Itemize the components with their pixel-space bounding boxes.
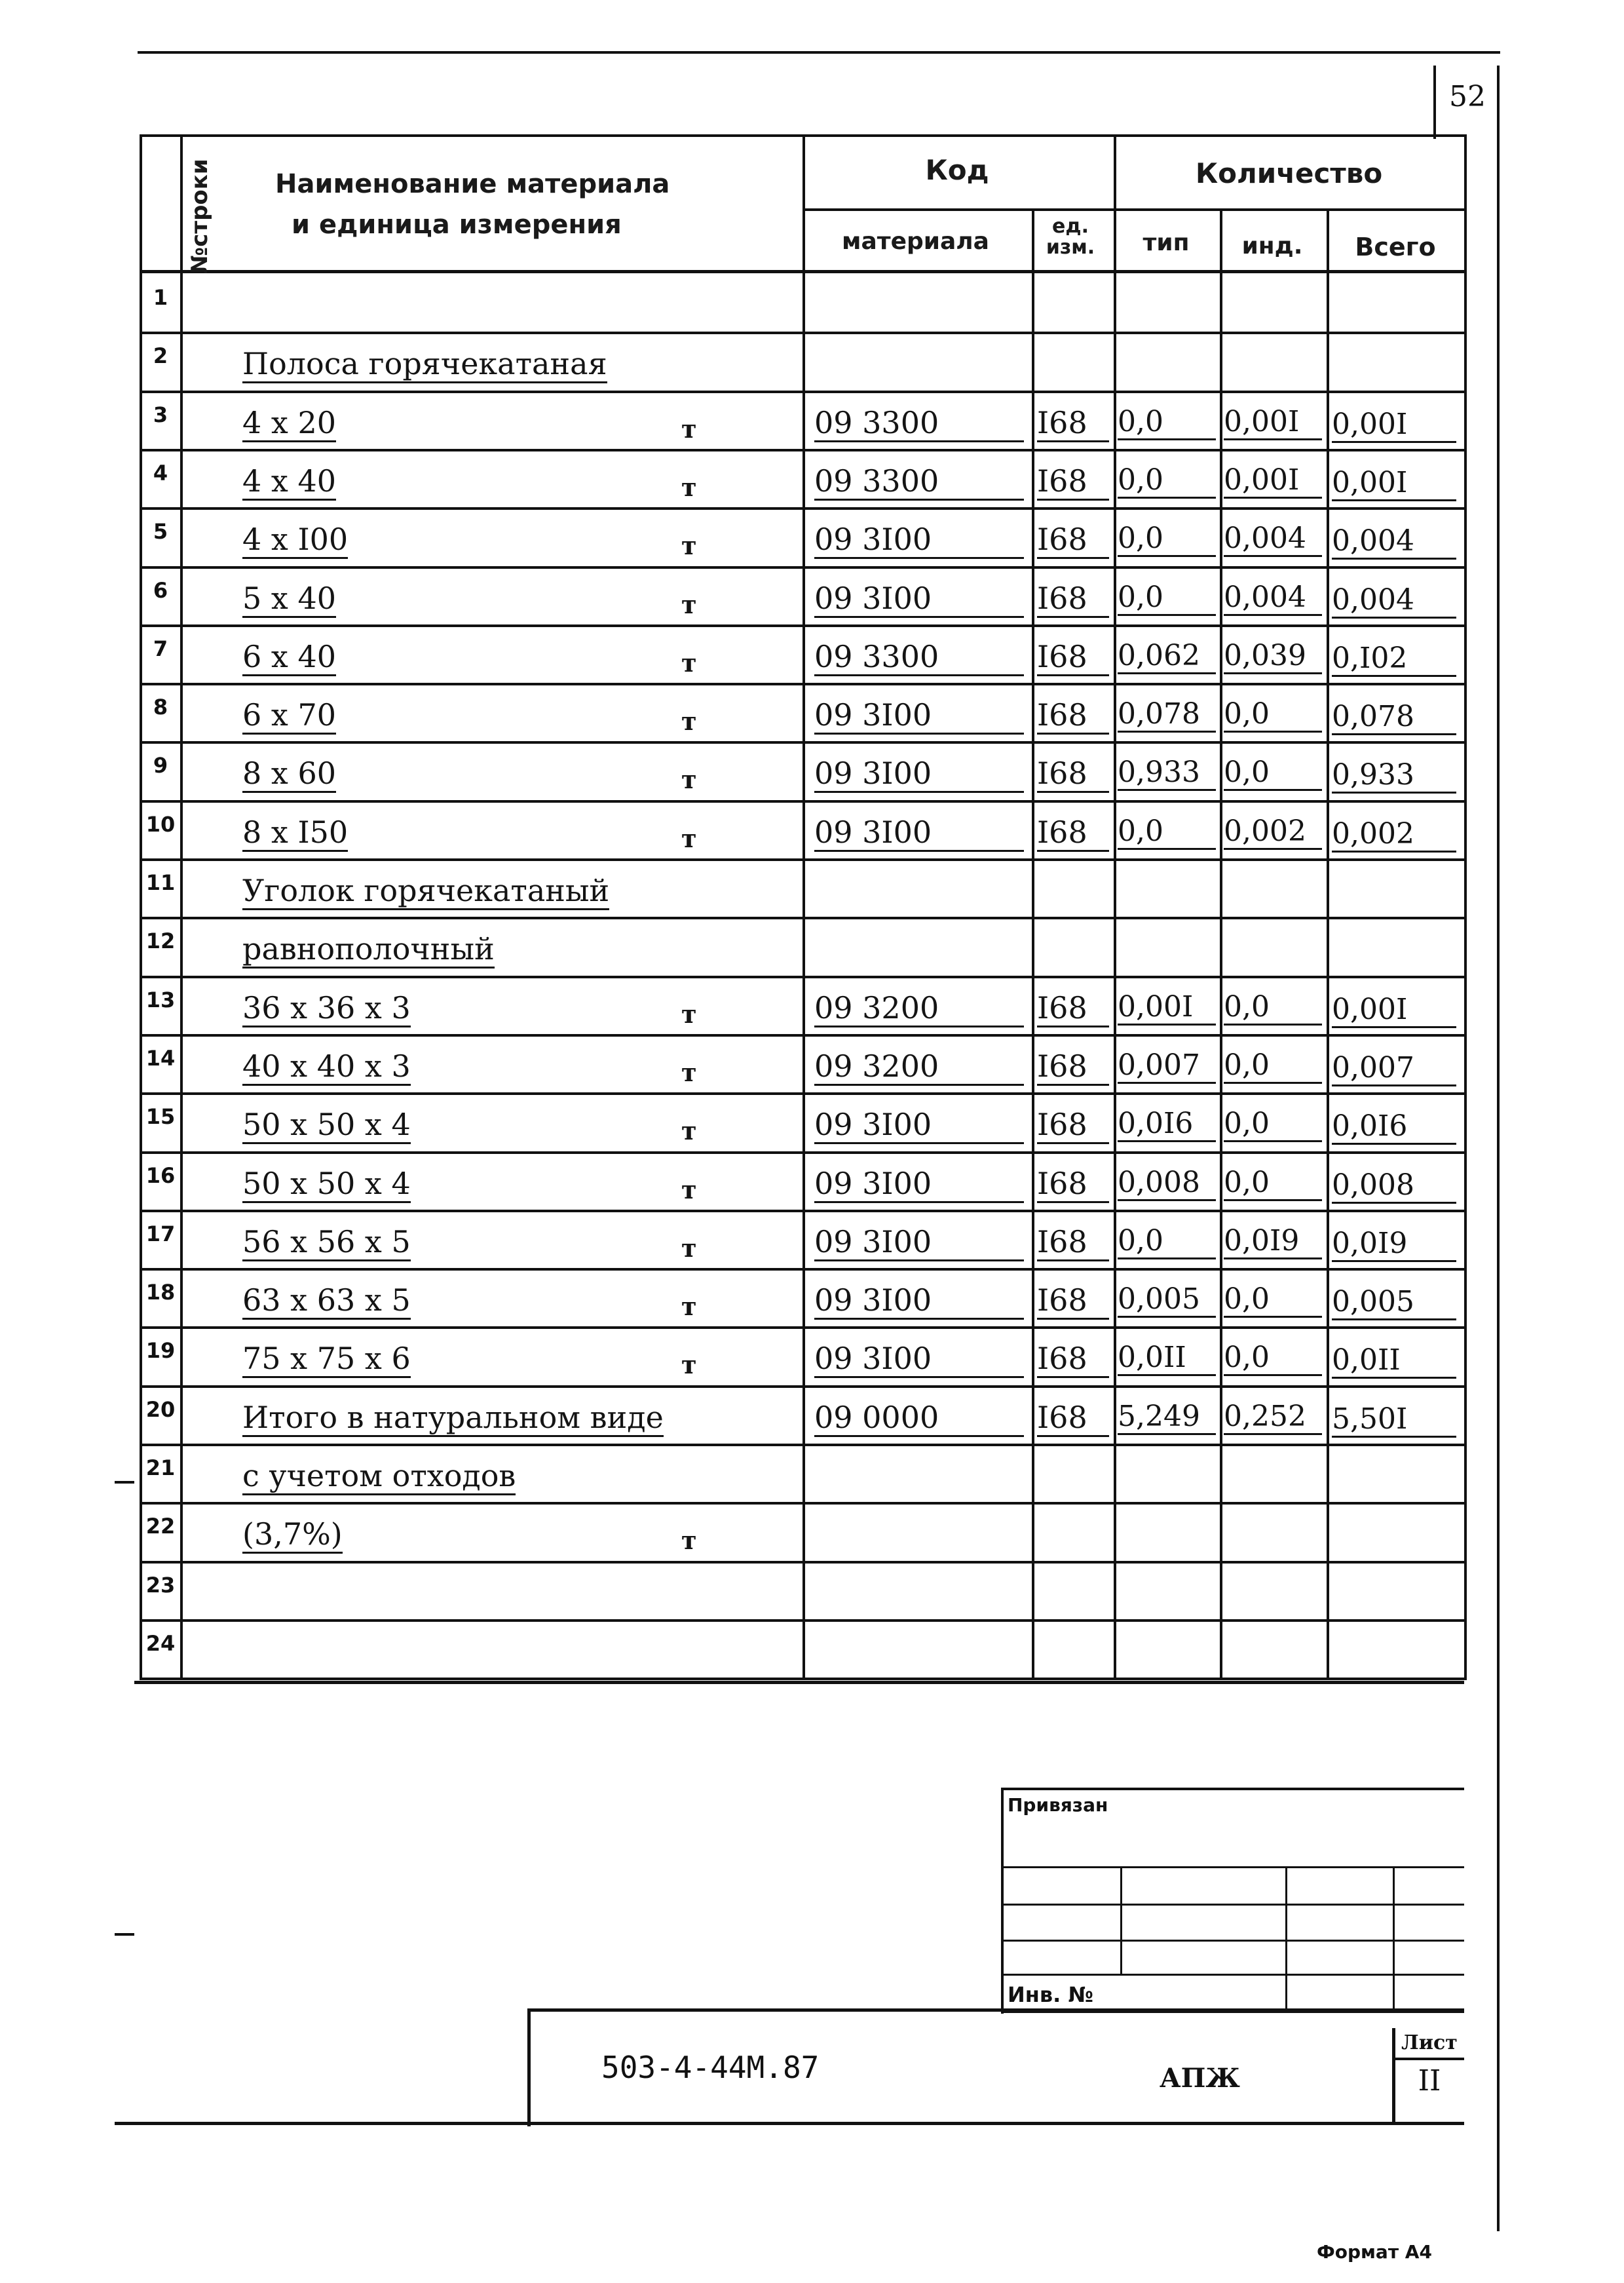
row-number-header: №строки [187,159,213,274]
qty-ind: 0,0I9 [1224,1224,1322,1259]
material-code: 09 3I00 [814,1341,1024,1378]
qty-total: 0,0I9 [1332,1227,1456,1262]
qty-ind: 0,0 [1224,1166,1322,1201]
material-code: 09 3300 [814,639,1024,676]
qty-total: 0,933 [1332,758,1456,794]
qty-total: 0,008 [1332,1168,1456,1204]
qty-ind: 0,00I [1224,405,1322,440]
material-code: 09 3I00 [814,1224,1024,1261]
material-name: равнополочный [242,931,495,969]
qty-ind: 0,0 [1224,1282,1322,1318]
material-code: 09 3I00 [814,1107,1024,1144]
qty-type: 0,0 [1118,405,1216,440]
material-code: 09 3I00 [814,1166,1024,1203]
unit-of-measure: т [681,1292,697,1322]
qty-type: 0,0 [1118,581,1216,616]
row-number: 18 [145,1280,176,1305]
row-number: 5 [153,519,168,545]
material-name: Уголок горячекатаный [242,873,609,910]
qty-ind: 0,00I [1224,463,1322,499]
qty-total: 0,004 [1332,583,1456,619]
qty-type-header: тип [1142,229,1190,256]
format-label: Формат А4 [1317,2241,1432,2263]
material-code: 09 3I00 [814,581,1024,618]
unit-of-measure: т [681,589,697,619]
unit-code: I68 [1037,1224,1109,1261]
qty-total: 0,007 [1332,1051,1456,1086]
material-name: 56 х 56 х 5 [242,1224,411,1261]
material-name: 75 х 75 х 6 [242,1341,411,1378]
qty-ind: 0,004 [1224,522,1322,557]
qty-total-header: Всего [1355,233,1436,261]
material-code: 09 0000 [814,1400,1024,1437]
unit-of-measure: т [681,1350,697,1380]
qty-total: 0,078 [1332,700,1456,735]
row-number: 19 [145,1338,176,1364]
sheet-number: II [1418,2064,1441,2098]
material-code: 09 3I00 [814,522,1024,559]
unit-code: I68 [1037,1341,1109,1378]
unit-code: I68 [1037,1166,1109,1203]
material-name: с учетом отходов [242,1458,516,1495]
material-name: 36 х 36 х 3 [242,990,411,1027]
unit-of-measure: т [681,413,697,444]
row-number: 7 [153,636,168,661]
qty-ind: 0,0 [1224,1107,1322,1142]
qty-total: 0,002 [1332,817,1456,853]
material-name: 63 х 63 х 5 [242,1282,411,1320]
unit-of-measure: т [681,531,697,561]
row-number: 12 [145,929,176,954]
row-number: 10 [145,811,176,837]
document-mark: АПЖ [1160,2063,1240,2094]
unit-of-measure: т [681,823,697,853]
material-name: Полоса горячекатаная [242,346,607,383]
material-code: 09 3200 [814,1048,1024,1086]
unit-of-measure: т [681,472,697,502]
material-name: 50 х 50 х 4 [242,1107,411,1144]
qty-ind: 0,0 [1224,990,1322,1026]
qty-ind: 0,0 [1224,1048,1322,1084]
unit-code: I68 [1037,1048,1109,1086]
qty-type: 0,0I6 [1118,1107,1216,1142]
unit-code: I68 [1037,1400,1109,1437]
row-number: 17 [145,1221,176,1246]
qty-type: 0,0 [1118,1224,1216,1259]
qty-total: 0,004 [1332,524,1456,560]
unit-code: I68 [1037,405,1109,442]
row-number: 22 [145,1514,176,1539]
qty-type: 5,249 [1118,1400,1216,1435]
qty-total: 0,0I6 [1332,1109,1456,1145]
sheet-label: Лист [1401,2031,1458,2054]
qty-total: 0,00I [1332,993,1456,1028]
qty-ind: 0,004 [1224,581,1322,616]
row-number: 2 [153,343,168,369]
qty-ind: 0,0 [1224,1341,1322,1376]
unit-of-measure: т [681,999,697,1029]
material-code: 09 3I00 [814,756,1024,793]
row-number: 4 [153,460,168,486]
unit-of-measure: т [681,647,697,678]
quantity-header: Количество [1195,157,1383,189]
row-number: 13 [145,987,176,1012]
qty-total: 5,50I [1332,1402,1456,1438]
qty-type: 0,005 [1118,1282,1216,1318]
unit-code: I68 [1037,1107,1109,1144]
material-name: 40 х 40 х 3 [242,1048,411,1086]
material-name: Итого в натуральном виде [242,1400,664,1437]
unit-code: I68 [1037,581,1109,618]
row-number: 14 [145,1045,176,1071]
qty-type: 0,933 [1118,756,1216,791]
material-code: 09 3I00 [814,815,1024,852]
unit-code: I68 [1037,1282,1109,1320]
material-name: 6 х 40 [242,639,336,676]
row-number: 20 [145,1396,176,1422]
material-name: 8 х 60 [242,756,336,793]
material-name: (3,7%) [242,1516,343,1554]
qty-ind-header: инд. [1241,233,1303,259]
qty-total: 0,00I [1332,466,1456,501]
material-code: 09 3300 [814,405,1024,442]
unit-code: I68 [1037,697,1109,735]
unit-of-measure: т [681,765,697,795]
qty-total: 0,I02 [1332,642,1456,677]
row-number: 8 [153,695,168,720]
unit-of-measure: т [681,706,697,737]
qty-ind: 0,0 [1224,697,1322,733]
unit-code: I68 [1037,756,1109,793]
unit-code: I68 [1037,463,1109,501]
qty-type: 0,0 [1118,463,1216,499]
qty-type: 0,062 [1118,639,1216,674]
code-unit-header: ед. изм. [1046,215,1095,259]
material-code: 09 3I00 [814,1282,1024,1320]
row-number: 6 [153,577,168,603]
material-name: 5 х 40 [242,581,336,618]
row-number: 24 [145,1630,176,1656]
qty-ind: 0,039 [1224,639,1322,674]
unit-code: I68 [1037,990,1109,1027]
row-number: 11 [145,870,176,895]
qty-ind: 0,0 [1224,756,1322,791]
unit-code: I68 [1037,639,1109,676]
qty-ind: 0,002 [1224,815,1322,850]
row-number: 21 [145,1455,176,1480]
row-number: 23 [145,1572,176,1598]
name-header-line2: и единица измерения [292,210,622,240]
unit-of-measure: т [681,1233,697,1263]
row-number: 1 [153,285,168,310]
material-name: 50 х 50 х 4 [242,1166,411,1203]
row-number: 15 [145,1104,176,1130]
qty-type: 0,0II [1118,1341,1216,1376]
material-name: 6 х 70 [242,697,336,735]
row-number: 16 [145,1162,176,1188]
unit-code: I68 [1037,815,1109,852]
row-number: 3 [153,402,168,427]
bound-label: Привязан [1008,1794,1108,1816]
qty-total: 0,005 [1332,1285,1456,1320]
qty-type: 0,008 [1118,1166,1216,1201]
material-code: 09 3I00 [814,697,1024,735]
qty-type: 0,007 [1118,1048,1216,1084]
qty-type: 0,00I [1118,990,1216,1026]
qty-type: 0,078 [1118,697,1216,733]
page-number: 52 [1449,80,1486,113]
document-code: 503-4-44М.87 [601,2050,820,2085]
material-name: 4 х I00 [242,522,348,559]
code-material-header: материала [842,228,989,255]
unit-code: I68 [1037,522,1109,559]
unit-of-measure: т [681,1174,697,1204]
unit-of-measure: т [681,1116,697,1146]
qty-ind: 0,252 [1224,1400,1322,1435]
material-name: 4 х 40 [242,463,336,501]
unit-of-measure: т [681,1525,697,1556]
qty-type: 0,0 [1118,815,1216,850]
code-header: Код [925,154,989,186]
qty-type: 0,0 [1118,522,1216,557]
unit-of-measure: т [681,1057,697,1087]
qty-total: 0,0II [1332,1343,1456,1379]
material-code: 09 3200 [814,990,1024,1027]
row-number: 9 [153,753,168,778]
material-code: 09 3300 [814,463,1024,501]
name-header-line1: Наименование материала [275,169,670,199]
material-name: 8 х I50 [242,815,348,852]
qty-total: 0,00I [1332,408,1456,443]
material-name: 4 х 20 [242,405,336,442]
inventory-number-label: Инв. № [1008,1982,1093,2007]
